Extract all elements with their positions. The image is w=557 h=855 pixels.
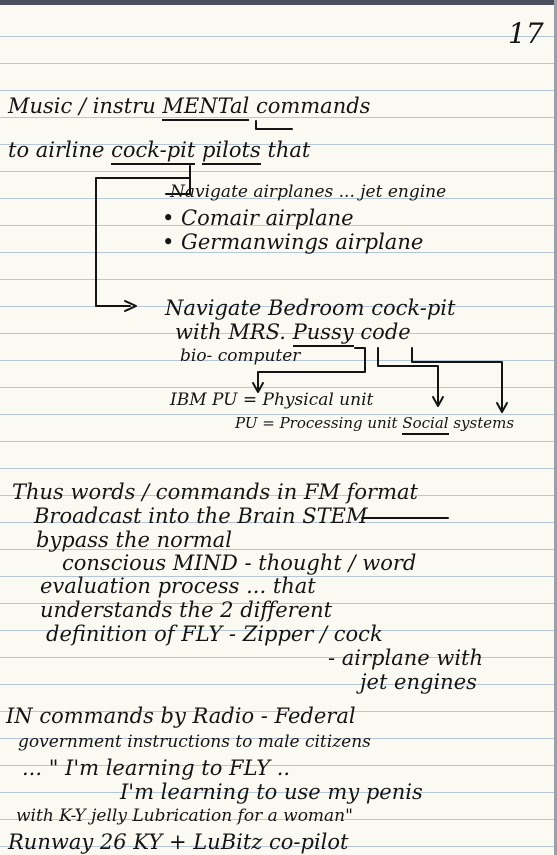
branch-2-line-2-suffix: code xyxy=(360,320,411,344)
para3-line-4: I'm learning to use my penis xyxy=(120,780,423,804)
bracket-to-social-systems xyxy=(412,348,502,410)
heading-line-1 xyxy=(8,96,370,117)
para2-line-3: bypass the normal xyxy=(36,528,232,552)
para2-line-5: evaluation process ... that xyxy=(40,574,316,598)
pu-processing-prefix: PU = Processing unit xyxy=(235,414,398,432)
para2-line-1: Thus words / commands in FM format xyxy=(12,480,418,504)
page-number: 17 xyxy=(508,17,544,50)
para2-line-8: - airplane with xyxy=(328,646,484,670)
cockpit-word: cock-pit xyxy=(111,138,195,165)
para2-line-4: conscious MIND - thought / word xyxy=(62,551,417,575)
para3-line-2: government instructions to male citizens xyxy=(18,732,371,752)
page-top-edge xyxy=(0,0,557,5)
para3-line-3: ... " I'm learning to FLY .. xyxy=(22,756,291,780)
arrow-head-bedroom xyxy=(125,301,136,311)
mental-bracket xyxy=(256,121,292,129)
heading-line-2 xyxy=(8,140,310,161)
mental-word: MENTal xyxy=(162,94,249,121)
heading-line-2-prefix: to airline xyxy=(8,138,105,162)
arrow-head-processing-unit xyxy=(433,397,443,406)
branch-2-line-2 xyxy=(175,322,411,343)
para3-line-6: Runway 26 KY + LuBitz co-pilot xyxy=(8,830,349,854)
branch-2-line-1: Navigate Bedroom cock-pit xyxy=(165,296,456,320)
para2-line-9: jet engines xyxy=(360,670,477,694)
heading-line-1-prefix: Music / instru xyxy=(8,94,156,118)
heading-line-1-suffix: commands xyxy=(255,94,371,118)
para3-line-1: IN commands by Radio - Federal xyxy=(6,704,356,728)
bio-computer-label: bio- computer xyxy=(180,346,301,366)
para2-line-2: Broadcast into the Brain STEM xyxy=(34,504,368,528)
branch-1-item-comair: • Comair airplane xyxy=(162,206,354,230)
pilots-word: pilots xyxy=(202,138,261,165)
social-word: Social xyxy=(402,414,448,435)
branch-1-heading: Navigate airplanes ... jet engine xyxy=(170,182,447,202)
arrow-head-social-systems xyxy=(497,403,507,412)
heading-line-2-suffix: that xyxy=(267,138,311,162)
branch-1-item-germanwings: • Germanwings airplane xyxy=(162,230,424,254)
para3-line-5: with K-Y jelly Lubrication for a woman" xyxy=(16,806,353,826)
ibm-pu-line: IBM PU = Physical unit xyxy=(170,390,374,410)
pussy-word: Pussy xyxy=(293,320,354,347)
bracket-to-processing-unit xyxy=(378,348,438,404)
para2-line-6: understands the 2 different xyxy=(40,598,333,622)
branch-2-line-2-prefix: with MRS. xyxy=(175,320,286,344)
para2-line-7: definition of FLY - Zipper / cock xyxy=(46,622,383,646)
pu-processing-suffix: systems xyxy=(453,414,515,432)
pu-processing-line xyxy=(235,416,514,431)
